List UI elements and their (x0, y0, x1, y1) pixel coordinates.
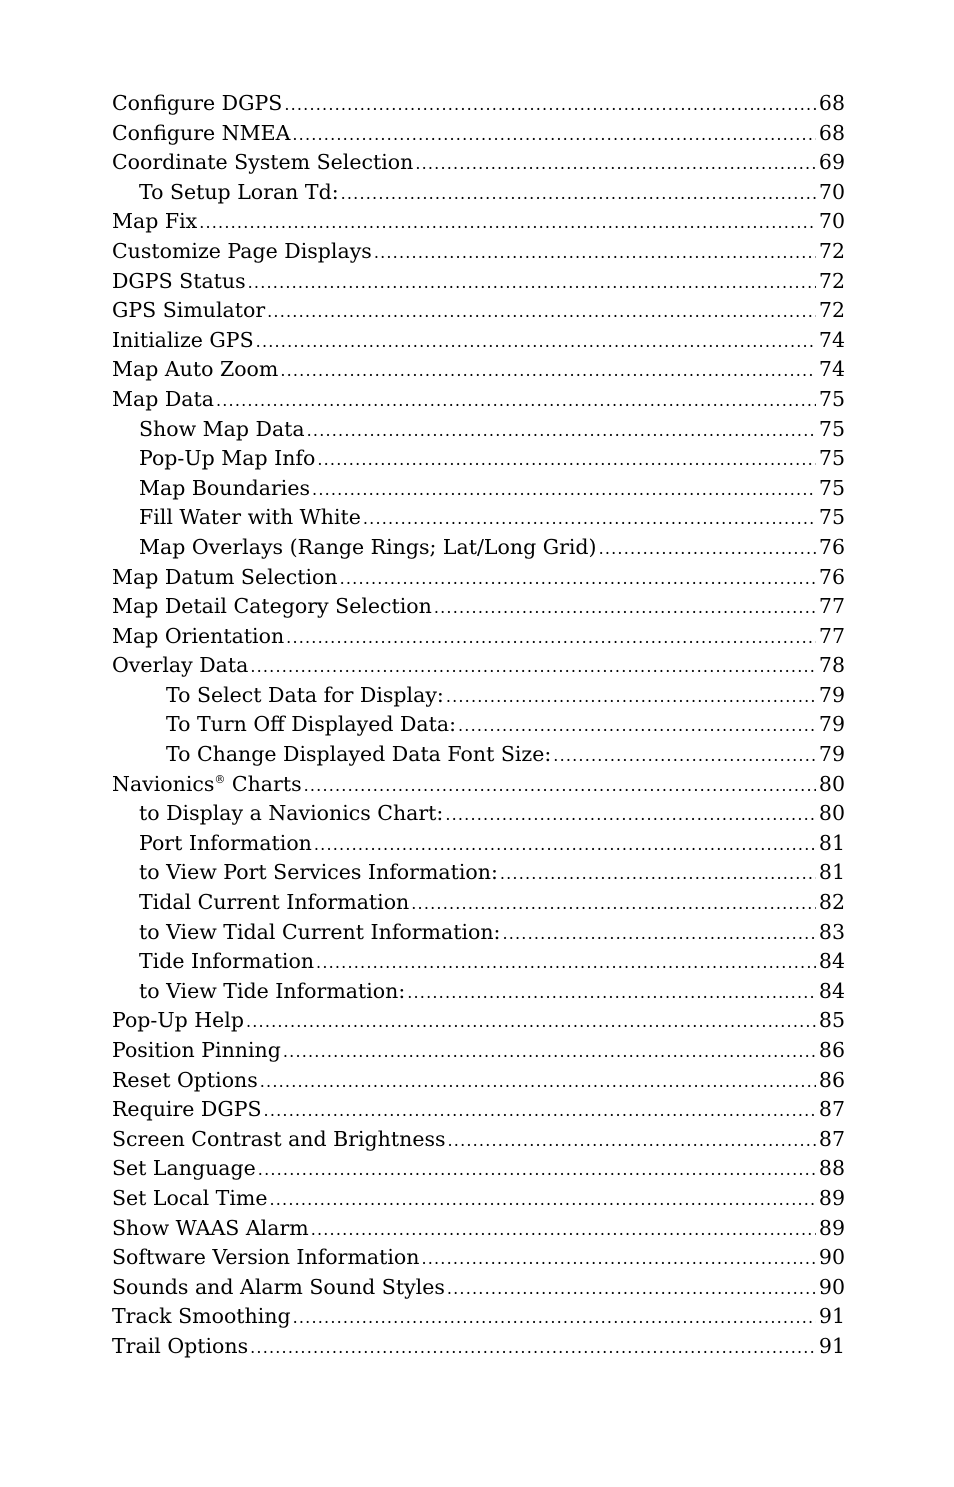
toc-entry (112, 829, 845, 859)
toc-entry (112, 533, 845, 563)
toc-entry-page-number: 90 (818, 1245, 845, 1270)
toc-entry-page-number: 75 (818, 475, 845, 500)
toc-entry (112, 651, 845, 681)
toc-entry-title (112, 1125, 446, 1155)
toc-entry-title-text: Position Pinning (112, 1038, 281, 1062)
toc-entry-page-number: 72 (818, 238, 845, 263)
toc-entry-title-text: Pop-Up Map Info (139, 446, 316, 471)
dot-leader (317, 445, 816, 475)
toc-entry-page-number: 82 (818, 890, 845, 915)
toc-entry (112, 1006, 845, 1036)
toc-entry-title (139, 503, 361, 533)
toc-entry-title (139, 178, 339, 208)
toc-entry-title (112, 237, 372, 267)
dot-leader (280, 356, 816, 386)
toc-entry-title (112, 1154, 256, 1184)
dot-leader (311, 1215, 816, 1245)
dot-leader (502, 919, 815, 949)
dot-leader (293, 1303, 816, 1333)
toc-entry-page-number: 77 (818, 594, 845, 619)
toc-entry-title-text: to View Tide Information: (139, 978, 406, 1003)
toc-entry (112, 858, 845, 888)
dot-leader (284, 90, 816, 120)
dot-leader (500, 859, 816, 889)
toc-entry-title-text: Customize Page Displays (112, 238, 372, 263)
toc-entry-page-number: 70 (818, 209, 845, 234)
toc-entry-title-text: To Turn Off Displayed Data: (166, 712, 457, 737)
toc-entry-page-number: 72 (818, 298, 845, 323)
toc-entry-title (112, 1006, 244, 1036)
toc-entry (112, 1302, 845, 1332)
toc-entry-page-number: 88 (818, 1156, 845, 1181)
toc-entry-title-text: GPS Simulator (112, 298, 266, 323)
toc-entry-page-number: 86 (818, 1067, 845, 1092)
toc-entry-title (112, 326, 254, 356)
toc-entry-title (112, 119, 290, 149)
toc-entry-page-number: 89 (818, 1215, 845, 1240)
toc-entry (112, 326, 845, 356)
dot-leader (341, 179, 816, 209)
dot-leader (286, 623, 816, 653)
toc-entry-title (139, 799, 443, 829)
toc-entry-title (112, 1214, 309, 1244)
toc-entry-title-text: Port Information (139, 830, 312, 855)
toc-entry-title (112, 1066, 258, 1096)
toc-entry-title-suffix: Charts (225, 771, 302, 796)
toc-entry-page-number: 70 (818, 179, 845, 204)
dot-leader (312, 475, 816, 505)
toc-entry-page-number: 74 (818, 357, 845, 382)
dot-leader (447, 1274, 816, 1304)
toc-entry-title-text: Trail Options (112, 1333, 249, 1358)
toc-entry-title-text: Screen Contrast and Brightness (112, 1126, 446, 1151)
dot-leader (304, 771, 816, 801)
toc-entry (112, 207, 845, 237)
toc-entry-title-text: Configure NMEA (112, 120, 291, 145)
toc-entry-page-number: 87 (818, 1126, 845, 1151)
dot-leader (411, 889, 816, 919)
toc-entry-title (112, 148, 413, 178)
toc-entry-title (139, 858, 498, 888)
toc-entry-title-text: To Select Data for Display: (166, 682, 444, 707)
toc-entry (112, 1184, 845, 1214)
toc-entry-title-text: Show Map Data (139, 416, 305, 441)
dot-leader (260, 1067, 816, 1097)
toc-entry-title (139, 444, 315, 474)
toc-entry-page-number: 74 (818, 327, 845, 352)
dot-leader (446, 682, 816, 712)
toc-entry-title-text: Map Datum Selection (112, 564, 338, 589)
toc-entry-title (112, 355, 278, 385)
dot-leader (256, 327, 816, 357)
dot-leader (445, 800, 816, 830)
toc-entry-page-number: 69 (818, 150, 845, 175)
toc-entry-title-text: Reset Options (112, 1067, 258, 1092)
toc-entry-title-text: Map Boundaries (139, 475, 311, 500)
dot-leader (250, 1333, 816, 1363)
toc-entry-title-text: Configure DGPS (112, 91, 283, 115)
toc-entry-page-number: 75 (818, 416, 845, 441)
toc-entry-title-text: To Change Displayed Data Font Size: (166, 742, 552, 767)
toc-entry-page-number: 72 (818, 268, 845, 293)
toc-entry-title (139, 888, 409, 918)
dot-leader (340, 564, 816, 594)
toc-entry (112, 1332, 845, 1362)
toc-entry (112, 267, 845, 297)
dot-leader (448, 1126, 816, 1156)
toc-entry-title-text: Software Version Information (112, 1245, 420, 1270)
toc-entry-title-text: Show WAAS Alarm (112, 1215, 309, 1240)
toc-entry (112, 592, 845, 622)
toc-entry-title (112, 1243, 419, 1273)
toc-entry-page-number: 68 (818, 91, 845, 115)
toc-entry-page-number: 79 (818, 712, 845, 737)
toc-entry-title-text: Track Smoothing (112, 1304, 291, 1329)
toc-entry-title (112, 1095, 262, 1125)
toc-entry-title-text: Map Orientation (112, 623, 285, 648)
toc-entry (112, 740, 845, 770)
toc-entry-title-text: Set Language (112, 1156, 256, 1181)
toc-entry-title (166, 681, 444, 711)
toc-entry (112, 148, 845, 178)
toc-entry-title-text: Map Auto Zoom (112, 357, 279, 382)
toc-entry-title-text: Map Detail Category Selection (112, 594, 432, 619)
dot-leader (374, 238, 816, 268)
dot-leader (314, 830, 816, 860)
toc-entry (112, 415, 845, 445)
toc-entry-title-text: Navionics (112, 771, 215, 796)
toc-entry (112, 1036, 845, 1066)
toc-entry-title-text: Initialize GPS (112, 327, 254, 352)
toc-entry-page-number: 75 (818, 505, 845, 530)
toc-entry (112, 710, 845, 740)
toc-entry-title (112, 385, 214, 415)
toc-entry-title-text: Fill Water with White (139, 505, 361, 530)
toc-entry (112, 296, 845, 326)
dot-leader (250, 652, 816, 682)
toc-entry (112, 1154, 845, 1184)
table-of-contents (112, 89, 845, 1362)
toc-entry-page-number: 78 (818, 653, 845, 678)
toc-entry-title (112, 1332, 248, 1362)
toc-entry-page-number: 85 (818, 1008, 845, 1033)
toc-entry (112, 385, 845, 415)
dot-leader (307, 416, 816, 446)
toc-entry-title (112, 207, 197, 237)
toc-entry-title-text: to View Tidal Current Information: (139, 919, 501, 944)
toc-entry-page-number: 86 (818, 1038, 845, 1062)
toc-entry-page-number: 91 (818, 1304, 845, 1329)
toc-entry (112, 918, 845, 948)
toc-entry-title-text: Set Local Time (112, 1185, 268, 1210)
dot-leader (363, 504, 816, 534)
dot-leader (458, 711, 816, 741)
toc-entry-page-number: 80 (818, 801, 845, 826)
toc-entry (112, 237, 845, 267)
toc-entry-title-text: Overlay Data (112, 653, 249, 678)
toc-entry (112, 947, 845, 977)
toc-entry-title (112, 1036, 281, 1066)
toc-entry-page-number: 90 (818, 1274, 845, 1299)
toc-entry-page-number: 68 (818, 120, 845, 145)
toc-entry (112, 355, 845, 385)
dot-leader (246, 1007, 816, 1037)
toc-entry-page-number: 81 (818, 830, 845, 855)
toc-entry-title-text: To Setup Loran Td: (139, 179, 339, 204)
toc-entry-title-text: Pop-Up Help (112, 1008, 244, 1033)
toc-entry-page-number: 79 (818, 682, 845, 707)
registered-mark: ® (214, 772, 226, 786)
toc-entry-title (112, 296, 265, 326)
toc-entry (112, 681, 845, 711)
toc-entry-title-text: to View Port Services Information: (139, 860, 498, 885)
dot-leader (248, 268, 816, 298)
toc-entry-title (112, 592, 432, 622)
toc-entry (112, 622, 845, 652)
toc-entry-page-number: 75 (818, 446, 845, 471)
toc-entry-page-number: 79 (818, 742, 845, 767)
toc-entry (112, 770, 845, 800)
toc-entry-title (139, 533, 597, 563)
toc-entry (112, 119, 845, 149)
toc-entry-page-number: 80 (818, 771, 845, 796)
dot-leader (267, 297, 816, 327)
toc-entry (112, 799, 845, 829)
dot-leader (553, 741, 816, 771)
toc-entry-title (139, 977, 405, 1007)
toc-entry-title (139, 474, 310, 504)
dot-leader (421, 1244, 815, 1274)
toc-entry (112, 888, 845, 918)
dot-leader (216, 386, 816, 416)
toc-entry (112, 178, 845, 208)
toc-entry-page-number: 76 (818, 564, 845, 589)
toc-entry-page-number: 91 (818, 1333, 845, 1358)
toc-entry-title (112, 267, 246, 297)
toc-entry-title (166, 740, 551, 770)
toc-entry (112, 1095, 845, 1125)
toc-entry (112, 1214, 845, 1244)
dot-leader (258, 1155, 816, 1185)
toc-entry-page-number: 77 (818, 623, 845, 648)
toc-entry-page-number: 81 (818, 860, 845, 885)
dot-leader (292, 120, 816, 150)
dot-leader (283, 1037, 816, 1067)
toc-entry (112, 444, 845, 474)
toc-entry-title-text: Coordinate System Selection (112, 150, 414, 175)
toc-entry-title (112, 563, 338, 593)
toc-entry-page-number: 84 (818, 949, 845, 974)
toc-entry-page-number: 75 (818, 386, 845, 411)
toc-entry (112, 89, 845, 119)
toc-entry-title-text: Sounds and Alarm Sound Styles (112, 1274, 445, 1299)
toc-entry-title (139, 415, 305, 445)
dot-leader (316, 948, 816, 978)
toc-entry-page-number: 83 (818, 919, 845, 944)
toc-entry (112, 503, 845, 533)
toc-entry (112, 1243, 845, 1273)
dot-leader (434, 593, 816, 623)
toc-entry-title (112, 651, 248, 681)
toc-entry-title (166, 710, 456, 740)
dot-leader (264, 1096, 816, 1126)
toc-entry-title (112, 1302, 291, 1332)
dot-leader (599, 534, 816, 564)
dot-leader (199, 208, 816, 238)
toc-entry-page-number: 84 (818, 978, 845, 1003)
toc-entry-title (112, 89, 282, 119)
toc-entry-title-text: to Display a Navionics Chart: (139, 801, 444, 826)
toc-entry-title-text: Tide Information (139, 949, 315, 974)
toc-entry-page-number: 87 (818, 1097, 845, 1122)
dot-leader (269, 1185, 815, 1215)
dot-leader (407, 978, 816, 1008)
toc-entry-title (112, 1184, 267, 1214)
toc-entry-page-number: 76 (818, 534, 845, 559)
toc-entry-page-number: 89 (818, 1185, 845, 1210)
toc-entry-title (139, 947, 314, 977)
toc-entry (112, 1273, 845, 1303)
toc-entry-title-text: Require DGPS (112, 1097, 262, 1122)
toc-entry-title-text: Map Fix (112, 209, 198, 234)
toc-entry (112, 1066, 845, 1096)
toc-entry-title-text: DGPS Status (112, 268, 246, 293)
toc-entry-title (112, 622, 284, 652)
toc-entry (112, 474, 845, 504)
toc-entry-title (139, 918, 500, 948)
toc-entry-title (112, 1273, 445, 1303)
toc-entry-title-text: Map Overlays (Range Rings; Lat/Long Grid) (139, 534, 597, 559)
toc-entry-title (112, 770, 302, 800)
toc-entry (112, 563, 845, 593)
toc-entry-title-text: Map Data (112, 386, 214, 411)
toc-entry (112, 1125, 845, 1155)
toc-entry (112, 977, 845, 1007)
dot-leader (415, 149, 816, 179)
toc-entry-title (139, 829, 312, 859)
toc-entry-title-text: Tidal Current Information (139, 890, 410, 915)
